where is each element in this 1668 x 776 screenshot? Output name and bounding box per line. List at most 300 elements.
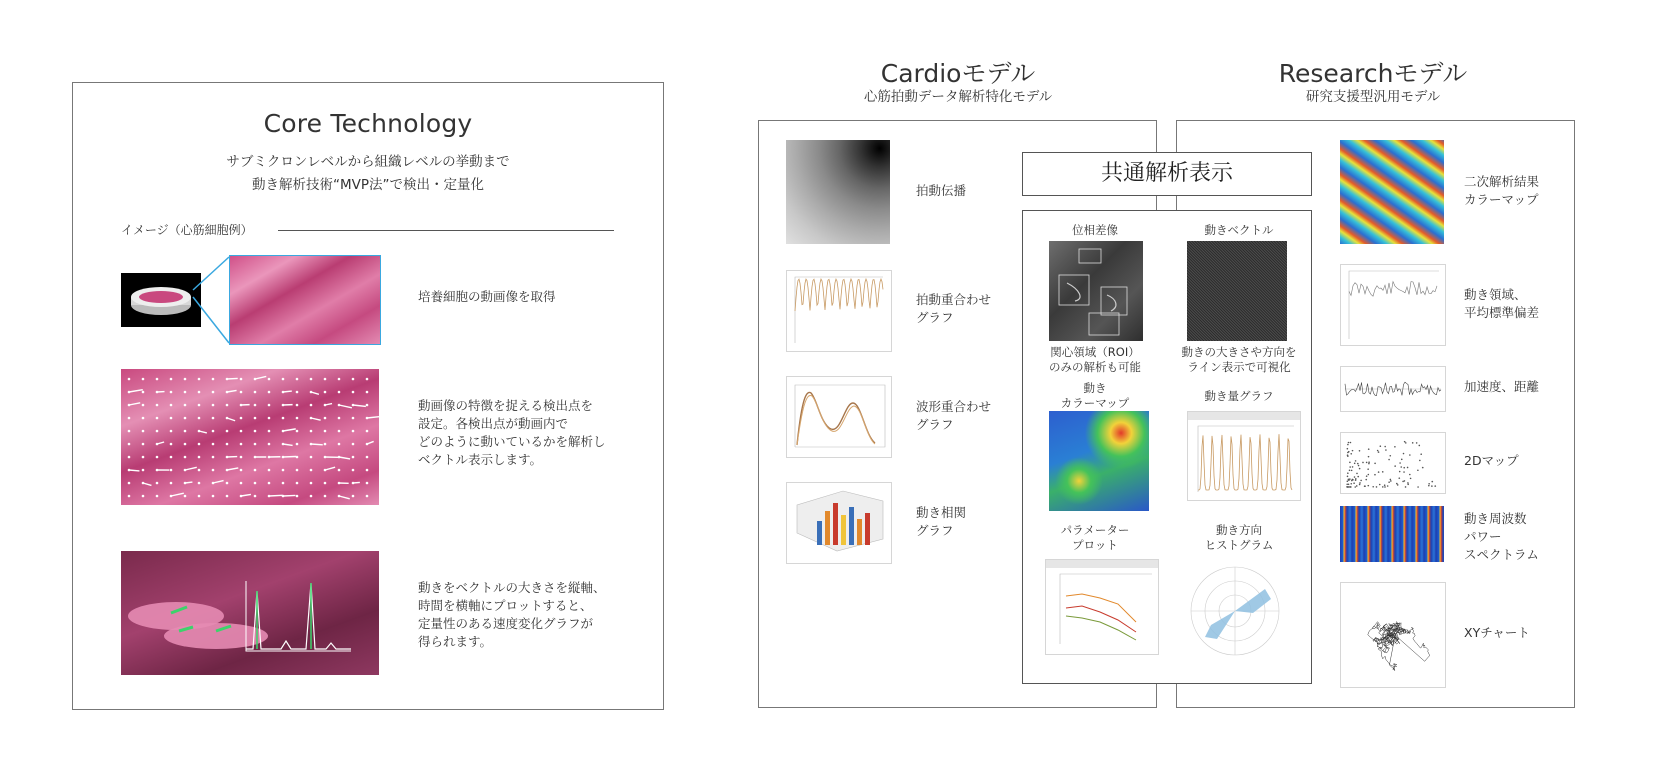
scatter-point bbox=[1368, 448, 1370, 450]
scatter-point bbox=[1420, 453, 1422, 455]
detection-point bbox=[142, 391, 145, 394]
detection-point bbox=[198, 391, 201, 394]
scatter-point bbox=[1359, 484, 1361, 486]
common-analysis-panel bbox=[1022, 210, 1312, 684]
propagation-map-thumbnail bbox=[786, 140, 890, 244]
motion-vector bbox=[241, 494, 251, 496]
detection-point bbox=[156, 430, 159, 433]
detection-point bbox=[338, 430, 341, 433]
detection-point bbox=[366, 495, 369, 498]
detection-point bbox=[366, 456, 369, 459]
detection-point bbox=[240, 378, 243, 381]
scatter-point bbox=[1374, 463, 1376, 465]
motion-vector bbox=[171, 493, 184, 496]
detection-point bbox=[338, 391, 341, 394]
core-title: Core Technology bbox=[263, 109, 473, 138]
detection-point bbox=[128, 456, 131, 459]
scatter-point bbox=[1384, 486, 1386, 488]
step-3-text bbox=[418, 579, 606, 651]
scatter-point bbox=[1396, 483, 1398, 485]
scatter-point bbox=[1407, 467, 1409, 469]
detection-point bbox=[128, 495, 131, 498]
core-technology-panel bbox=[72, 82, 664, 710]
waveform-overlay-graph-thumbnail bbox=[786, 376, 892, 458]
correlation-3d-graph bbox=[787, 483, 891, 563]
detection-point bbox=[226, 443, 229, 446]
scatter-point bbox=[1394, 465, 1396, 467]
detection-point bbox=[296, 469, 299, 472]
motion-vector bbox=[283, 495, 295, 496]
detection-point bbox=[184, 495, 187, 498]
scatter-point bbox=[1349, 469, 1351, 471]
detection-point bbox=[212, 404, 215, 407]
motion-vector bbox=[129, 403, 140, 405]
cardio-item-3-line-1: 波形重合わせ bbox=[916, 399, 992, 414]
scatter-point bbox=[1388, 459, 1390, 461]
detection-point bbox=[296, 391, 299, 394]
motion-vector bbox=[185, 467, 197, 470]
scatter-point bbox=[1403, 453, 1405, 455]
motion-vector bbox=[367, 417, 379, 418]
common-cell-2-title bbox=[1167, 223, 1311, 238]
detection-point bbox=[324, 443, 327, 446]
scatter-point bbox=[1417, 486, 1419, 488]
detection-point bbox=[240, 443, 243, 446]
scatter-point bbox=[1416, 442, 1418, 444]
detection-point bbox=[170, 391, 173, 394]
scatter-point bbox=[1350, 483, 1352, 485]
common-cell-6-title-line-2: ヒストグラム bbox=[1204, 538, 1274, 552]
scatter-point bbox=[1367, 468, 1369, 470]
scatter-point bbox=[1382, 486, 1384, 488]
scatter-point bbox=[1378, 471, 1380, 473]
beat-overlay-graph bbox=[787, 271, 891, 351]
step-3-line-4: 得られます。 bbox=[418, 634, 493, 649]
parameter-plot bbox=[1046, 560, 1158, 654]
motion-vector bbox=[339, 405, 352, 408]
detection-point bbox=[184, 443, 187, 446]
motion-vector bbox=[325, 467, 335, 470]
research-item-4-label bbox=[1464, 452, 1519, 470]
scatter-point bbox=[1366, 475, 1368, 477]
scatter-point bbox=[1417, 469, 1419, 471]
acceleration-graph bbox=[1341, 367, 1445, 411]
research-item-5-line-2: パワー bbox=[1464, 529, 1502, 544]
phase-contrast-thumbnail bbox=[1049, 241, 1143, 341]
detection-point bbox=[212, 443, 215, 446]
scatter-point bbox=[1354, 476, 1356, 478]
research-item-1-label bbox=[1464, 173, 1539, 209]
tissue-image-large bbox=[229, 255, 379, 343]
detection-point bbox=[324, 378, 327, 381]
motion-vector bbox=[185, 482, 192, 483]
detection-point bbox=[296, 404, 299, 407]
parameter-plot-thumbnail bbox=[1045, 559, 1159, 655]
step-2-line-3: どのように動いているかを解析し bbox=[418, 434, 606, 449]
scatter-point bbox=[1349, 478, 1351, 480]
cardio-item-3-label bbox=[916, 398, 991, 434]
cardio-title: Cardioモデル bbox=[880, 59, 1036, 88]
detection-point bbox=[142, 456, 145, 459]
detection-point bbox=[128, 430, 131, 433]
detection-point bbox=[170, 456, 173, 459]
scatter-point bbox=[1388, 481, 1390, 483]
detection-point bbox=[170, 469, 173, 472]
scatter-point bbox=[1402, 481, 1404, 483]
detection-point bbox=[268, 443, 271, 446]
scatter-point bbox=[1403, 471, 1405, 473]
common-cell-1-title bbox=[1023, 223, 1167, 238]
detection-point bbox=[170, 430, 173, 433]
detection-point bbox=[338, 443, 341, 446]
scatter-point bbox=[1374, 474, 1376, 476]
detection-point bbox=[198, 378, 201, 381]
common-cell-1-caption bbox=[1023, 345, 1167, 375]
scatter-point bbox=[1354, 486, 1356, 488]
scatter-point bbox=[1351, 480, 1353, 482]
scatter-point bbox=[1390, 479, 1392, 481]
common-cell-1-title-line-1: 位相差像 bbox=[1072, 223, 1118, 237]
detection-point bbox=[240, 482, 243, 485]
scatter-point bbox=[1372, 486, 1374, 488]
motion-vector bbox=[227, 378, 238, 379]
scatter-point bbox=[1384, 484, 1386, 486]
detection-point bbox=[282, 378, 285, 381]
detection-point bbox=[240, 430, 243, 433]
scatter-point bbox=[1358, 465, 1360, 467]
research-subtitle: 研究支援型汎用モデル bbox=[1305, 89, 1441, 105]
scatter-point bbox=[1410, 478, 1412, 480]
scatter-point bbox=[1360, 480, 1362, 482]
motion-vector-thumbnail bbox=[1187, 241, 1287, 341]
detection-point bbox=[310, 482, 313, 485]
detection-point bbox=[156, 417, 159, 420]
detection-point bbox=[142, 404, 145, 407]
detection-point bbox=[310, 378, 313, 381]
detection-point bbox=[366, 391, 369, 394]
detection-point bbox=[198, 469, 201, 472]
detection-point bbox=[128, 482, 131, 485]
detection-point bbox=[338, 469, 341, 472]
scatter-point bbox=[1399, 471, 1401, 473]
common-cell-6-title bbox=[1167, 523, 1311, 553]
detection-point bbox=[366, 482, 369, 485]
detection-point bbox=[198, 417, 201, 420]
scatter-point bbox=[1380, 445, 1382, 447]
detection-point bbox=[184, 456, 187, 459]
detection-point bbox=[170, 404, 173, 407]
detection-point bbox=[240, 469, 243, 472]
core-subtitle-2: 動き解析技術“MVP法”で検出・定量化 bbox=[251, 177, 484, 193]
detection-point bbox=[352, 378, 355, 381]
scatter-point bbox=[1366, 462, 1368, 464]
motion-vector bbox=[311, 444, 323, 445]
detection-point bbox=[212, 456, 215, 459]
detection-point bbox=[254, 417, 257, 420]
detection-point bbox=[198, 443, 201, 446]
detection-point bbox=[184, 430, 187, 433]
cardio-item-1-line-1: 拍動伝播 bbox=[916, 183, 967, 198]
common-cell-1-caption-line-2: のみの解析も可能 bbox=[1049, 360, 1141, 374]
scatter-point bbox=[1434, 485, 1436, 487]
detection-point bbox=[170, 378, 173, 381]
detection-point bbox=[254, 469, 257, 472]
vector-tissue-image bbox=[121, 369, 379, 505]
cardio-item-1-label bbox=[916, 182, 966, 200]
scatter-point bbox=[1355, 478, 1357, 480]
scatter-point bbox=[1387, 485, 1389, 487]
scatter-point bbox=[1412, 442, 1414, 444]
common-cell-3-title bbox=[1023, 381, 1167, 411]
detection-point bbox=[324, 430, 327, 433]
scatter-point bbox=[1378, 451, 1380, 453]
step-3-line-2: 時間を横軸にプロットすると、 bbox=[418, 598, 593, 613]
vector-overlay bbox=[121, 369, 379, 505]
scatter-point bbox=[1352, 450, 1354, 452]
scatter-point bbox=[1357, 476, 1359, 478]
scatter-point bbox=[1350, 486, 1352, 488]
detection-point bbox=[352, 417, 355, 420]
scatter-point bbox=[1367, 485, 1369, 487]
step-2-line-4: ベクトル表示します。 bbox=[418, 452, 543, 467]
common-cell-1-caption-line-1: 関心領域（ROI） bbox=[1050, 345, 1140, 359]
motion-vector bbox=[157, 442, 164, 444]
detection-point bbox=[198, 404, 201, 407]
velocity-graph-overlay bbox=[121, 551, 379, 675]
scatter-point bbox=[1404, 441, 1406, 443]
scatter-point bbox=[1377, 450, 1379, 452]
research-item-3-label bbox=[1464, 378, 1539, 396]
detection-point bbox=[212, 495, 215, 498]
scatter-point bbox=[1419, 445, 1421, 447]
scatter-point bbox=[1376, 486, 1378, 488]
cardio-item-4-line-1: 動き相関 bbox=[916, 505, 967, 520]
scatter-point bbox=[1379, 484, 1381, 486]
detection-point bbox=[254, 404, 257, 407]
common-cell-4-title bbox=[1167, 389, 1311, 404]
image-caption: イメージ（心筋細胞例） bbox=[121, 223, 253, 237]
detection-point bbox=[156, 456, 159, 459]
research-title: Researchモデル bbox=[1278, 59, 1468, 88]
cardio-item-2-line-2: グラフ bbox=[916, 310, 954, 325]
detection-point bbox=[268, 469, 271, 472]
detection-point bbox=[212, 430, 215, 433]
common-cell-6-title-line-1: 動き方向 bbox=[1216, 523, 1262, 537]
common-cell-2-title-line-1: 動きベクトル bbox=[1204, 223, 1274, 237]
polar-histogram bbox=[1183, 559, 1287, 663]
amount-trace bbox=[1198, 434, 1292, 490]
detection-point bbox=[212, 378, 215, 381]
scatter-point bbox=[1352, 466, 1354, 468]
detection-point bbox=[170, 417, 173, 420]
research-item-5-line-3: スペクトラム bbox=[1464, 547, 1539, 562]
detection-point bbox=[128, 443, 131, 446]
scatter-point bbox=[1346, 486, 1348, 488]
research-item-3-line-1: 加速度、距離 bbox=[1464, 379, 1540, 394]
detection-point bbox=[268, 378, 271, 381]
area-trace bbox=[1349, 282, 1437, 297]
motion-vector bbox=[227, 468, 238, 470]
motion-vector bbox=[227, 418, 235, 421]
beat-overlay-graph-thumbnail bbox=[786, 270, 892, 352]
detection-point bbox=[198, 482, 201, 485]
secondary-colormap-thumbnail bbox=[1340, 140, 1444, 244]
detection-point bbox=[240, 456, 243, 459]
detection-point bbox=[254, 430, 257, 433]
scatter-point bbox=[1365, 479, 1367, 481]
detection-point bbox=[282, 482, 285, 485]
motion-vector bbox=[353, 405, 366, 406]
motion-colormap-thumbnail bbox=[1049, 411, 1149, 511]
detection-point bbox=[310, 404, 313, 407]
scatter-point bbox=[1349, 462, 1351, 464]
cardio-item-4-line-2: グラフ bbox=[916, 523, 954, 538]
research-item-6-line-1: XYチャート bbox=[1464, 625, 1530, 640]
scatter-point bbox=[1353, 482, 1355, 484]
step-1-text bbox=[418, 288, 556, 306]
scatter-point bbox=[1409, 454, 1411, 456]
detection-point bbox=[366, 378, 369, 381]
motion-vector bbox=[283, 444, 293, 445]
detection-point bbox=[310, 430, 313, 433]
detection-point bbox=[366, 430, 369, 433]
detection-point bbox=[198, 495, 201, 498]
step-1-line-1: 培養細胞の動画像を取得 bbox=[418, 289, 556, 304]
detection-point bbox=[282, 417, 285, 420]
detection-point bbox=[324, 482, 327, 485]
detection-point bbox=[296, 456, 299, 459]
scatter-point bbox=[1350, 453, 1352, 455]
xy-chart bbox=[1341, 583, 1445, 687]
detection-point bbox=[296, 443, 299, 446]
detection-point bbox=[310, 456, 313, 459]
detection-point bbox=[212, 469, 215, 472]
cardio-subtitle: 心筋拍動データ解析特化モデル bbox=[863, 89, 1053, 105]
scatter-point bbox=[1399, 462, 1401, 464]
detection-point bbox=[310, 495, 313, 498]
detection-point bbox=[366, 404, 369, 407]
direction-histogram-thumbnail bbox=[1183, 559, 1287, 663]
detection-point bbox=[254, 495, 257, 498]
detection-point bbox=[310, 469, 313, 472]
scatter-point bbox=[1407, 482, 1409, 484]
power-spectrum-thumbnail bbox=[1340, 506, 1444, 562]
motion-vector bbox=[283, 429, 296, 431]
motion-vector bbox=[311, 418, 321, 420]
common-cell-2-caption-line-2: ライン表示で可視化 bbox=[1187, 360, 1291, 374]
scatter-point bbox=[1347, 472, 1349, 474]
common-cell-5-title-line-2: プロット bbox=[1072, 538, 1118, 552]
motion-vector bbox=[129, 470, 139, 471]
research-item-6-label bbox=[1464, 624, 1530, 642]
detection-point bbox=[212, 391, 215, 394]
scatter-point bbox=[1389, 455, 1391, 457]
detection-point bbox=[240, 417, 243, 420]
detection-point bbox=[296, 417, 299, 420]
scatter-point bbox=[1368, 461, 1370, 463]
common-cell-2-caption bbox=[1167, 345, 1311, 375]
scatter-point bbox=[1348, 442, 1350, 444]
detection-point bbox=[184, 378, 187, 381]
scatter-point bbox=[1348, 479, 1350, 481]
scatter-point bbox=[1357, 463, 1359, 465]
scatter-point bbox=[1385, 449, 1387, 451]
scatter-point bbox=[1405, 442, 1407, 444]
motion-vector bbox=[339, 496, 350, 499]
detection-point bbox=[170, 443, 173, 446]
research-item-2-line-2: 平均標準偏差 bbox=[1464, 305, 1540, 320]
scatter-point bbox=[1355, 479, 1357, 481]
core-subtitle-1: サブミクロンレベルから組織レベルの挙動まで bbox=[226, 154, 510, 170]
scatter-point bbox=[1347, 444, 1349, 446]
research-item-5-line-1: 動き周波数 bbox=[1464, 511, 1527, 526]
scatter-point bbox=[1356, 473, 1358, 475]
scatter-point bbox=[1350, 442, 1352, 444]
detection-point bbox=[128, 417, 131, 420]
detection-point bbox=[366, 469, 369, 472]
detection-point bbox=[128, 378, 131, 381]
scatter-point bbox=[1351, 470, 1353, 472]
xy-chart-thumbnail bbox=[1340, 582, 1446, 688]
detection-point bbox=[352, 391, 355, 394]
detection-point bbox=[324, 495, 327, 498]
scatter-point bbox=[1422, 467, 1424, 469]
scatter-point bbox=[1409, 474, 1411, 476]
scatter-point bbox=[1349, 466, 1351, 468]
detection-point bbox=[296, 482, 299, 485]
motion-vector bbox=[199, 431, 207, 433]
detection-point bbox=[352, 495, 355, 498]
scatter-point bbox=[1355, 460, 1357, 462]
scatter-point bbox=[1359, 482, 1361, 484]
zoom-lines bbox=[191, 255, 231, 345]
step-2-line-2: 設定。各検出点が動画内で bbox=[418, 416, 569, 431]
detection-point bbox=[226, 404, 229, 407]
detection-point bbox=[142, 417, 145, 420]
motion-vector bbox=[269, 495, 283, 496]
detection-point bbox=[156, 495, 159, 498]
detection-point bbox=[254, 443, 257, 446]
scatter-point bbox=[1347, 480, 1349, 482]
scatter-point bbox=[1428, 483, 1430, 485]
motion-area-graph bbox=[1341, 265, 1445, 345]
research-item-1-line-2: カラーマップ bbox=[1464, 192, 1539, 207]
common-cell-5-title-line-1: パラメーター bbox=[1060, 523, 1130, 537]
scatter-point bbox=[1359, 468, 1361, 470]
detection-point bbox=[268, 391, 271, 394]
graph-toolbar bbox=[1188, 412, 1300, 420]
detection-point bbox=[254, 482, 257, 485]
detection-point bbox=[296, 495, 299, 498]
scatter-point bbox=[1390, 480, 1392, 482]
scatter-point bbox=[1407, 484, 1409, 486]
xy-trace bbox=[1368, 621, 1430, 670]
motion-vector bbox=[129, 390, 143, 392]
detection-point bbox=[184, 391, 187, 394]
detection-point bbox=[254, 391, 257, 394]
detection-point bbox=[338, 417, 341, 420]
waveform-overlay-graph bbox=[787, 377, 891, 457]
detection-point bbox=[268, 404, 271, 407]
common-cell-3-title-line-2: カラーマップ bbox=[1060, 396, 1130, 410]
motion-vector bbox=[283, 391, 292, 392]
scatter-point bbox=[1419, 460, 1421, 462]
motion-amount-graph-thumbnail bbox=[1187, 411, 1301, 501]
scatter-point bbox=[1382, 471, 1384, 473]
scatter-point bbox=[1400, 466, 1402, 468]
petri-dish-icon bbox=[121, 273, 201, 327]
cardio-item-4-label bbox=[916, 504, 966, 540]
